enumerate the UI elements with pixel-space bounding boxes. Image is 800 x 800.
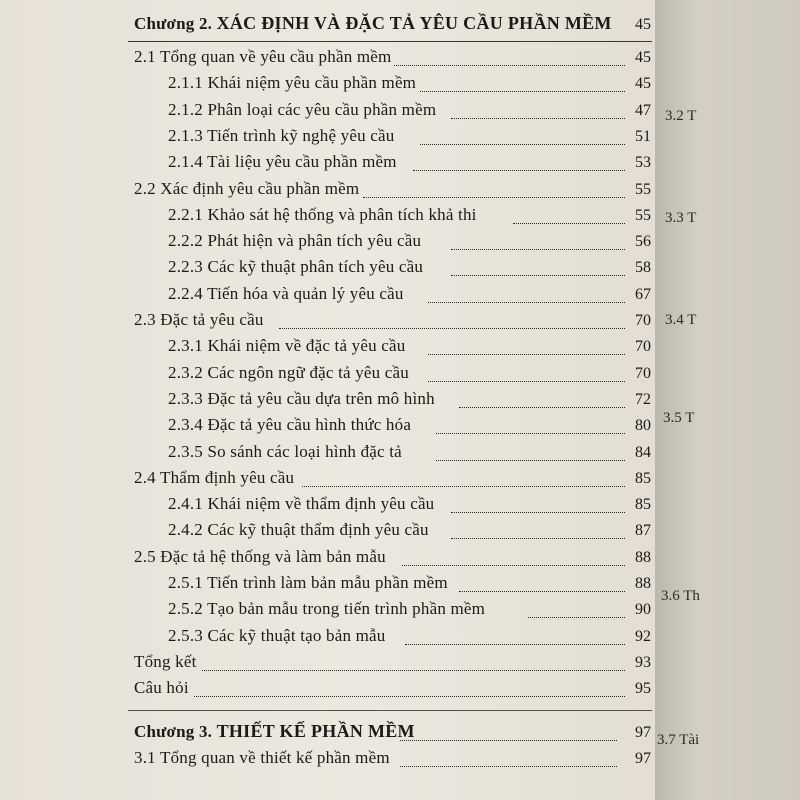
toc-entry-leader <box>420 91 625 92</box>
chapter-3-leader <box>400 740 617 741</box>
toc-entry-text: 2.3 Đặc tả yêu cầu <box>134 310 264 329</box>
toc-entry <box>0 545 655 571</box>
toc-entry <box>0 150 655 176</box>
chapter-3-title <box>134 721 415 742</box>
right-page-label: 3.2 T <box>665 108 697 124</box>
toc-entry-text: Tổng kết <box>134 651 197 671</box>
toc-entry-3-1 <box>0 746 655 772</box>
toc-entry <box>0 177 655 203</box>
toc-entry-text: 2.1 Tổng quan về yêu cầu phần mềm <box>134 47 392 66</box>
toc-entry-text: 2.3.5 So sánh các loại hình đặc tả <box>168 441 402 461</box>
toc-entry-leader <box>428 381 625 382</box>
toc-entry <box>0 124 655 150</box>
toc-entry-leader <box>194 696 625 697</box>
chapter-2-name: XÁC ĐỊNH VÀ ĐẶC TẢ YÊU CẦU PHẦN MỀM <box>216 13 612 33</box>
toc-entry-text: 2.4 Thẩm định yêu cầu <box>134 467 295 487</box>
toc-entry <box>0 597 655 623</box>
toc-entry-text: 2.2.3 Các kỹ thuật phân tích yêu cầu <box>168 257 424 277</box>
toc-entry-text: 2.5.1 Tiến trình làm bản mẫu phần mềm <box>168 573 448 592</box>
toc-entry-text: 2.2.1 Khảo sát hệ thống và phân tích khả thi <box>168 204 477 224</box>
toc-entry-leader <box>451 538 625 539</box>
toc-entry-page: 51 <box>635 127 651 145</box>
toc-entry-leader <box>302 486 625 487</box>
toc-entry <box>0 650 655 676</box>
toc-entry-page: 70 <box>635 364 651 382</box>
toc-entry <box>0 282 655 308</box>
toc-entry <box>0 203 655 229</box>
chapter-2-heading <box>0 12 655 38</box>
toc-entry-text: 2.5.2 Tạo bản mẫu trong tiến trình phần mềm <box>168 599 486 619</box>
toc-entry-leader <box>436 460 625 461</box>
chapter-2-title <box>134 13 612 34</box>
toc-entry-text: 2.1.1 Khái niệm yêu cầu phần mềm <box>168 73 417 93</box>
toc-entry-leader <box>413 170 625 171</box>
toc-entry <box>0 334 655 360</box>
toc-entry-leader <box>428 354 625 355</box>
toc-entry-page: 45 <box>635 49 651 66</box>
toc-entry-page: 93 <box>635 653 651 671</box>
toc-entry-page: 80 <box>635 417 651 435</box>
toc-entry-leader <box>363 197 625 198</box>
toc-entry-leader <box>405 644 625 645</box>
toc-entry-page: 90 <box>635 601 651 619</box>
toc-entry <box>0 492 655 518</box>
toc-entry <box>0 98 655 124</box>
toc-entry-text: 2.4.2 Các kỹ thuật thẩm định yêu cầu <box>168 520 429 540</box>
toc-entry <box>0 518 655 544</box>
toc-entry-3-1-text: 3.1 Tổng quan về thiết kế phần mềm <box>134 748 390 767</box>
toc-entry <box>0 229 655 255</box>
toc-entry-page: 85 <box>635 496 651 514</box>
toc-entry <box>0 308 655 334</box>
toc-entry-page: 87 <box>635 522 651 540</box>
toc-entry-text: 2.1.2 Phân loại các yêu cầu phần mềm <box>168 99 437 119</box>
toc-entry-leader <box>279 328 625 329</box>
chapter-3-page: 97 <box>635 724 651 741</box>
toc-entry-text: 2.2 Xác định yêu cầu phần mềm <box>134 178 360 198</box>
toc-entry-text: 2.3.3 Đặc tả yêu cầu dựa trên mô hình <box>168 388 435 408</box>
toc-entry <box>0 361 655 387</box>
right-page-label: 3.3 T <box>665 210 697 226</box>
right-page-label: 3.4 T <box>665 312 697 328</box>
toc-entry-leader <box>528 617 625 618</box>
toc-entry-text: 2.3.4 Đặc tả yêu cầu hình thức hóa <box>168 415 412 435</box>
toc-entry <box>0 255 655 281</box>
toc-entry-page: 55 <box>635 206 651 224</box>
toc-entry <box>0 45 655 71</box>
toc-entry-leader <box>451 118 625 119</box>
toc-entry-leader <box>436 433 625 434</box>
toc-entry-leader <box>202 670 625 671</box>
toc-entry-page: 45 <box>635 75 651 93</box>
toc-entry-page: 47 <box>635 101 651 119</box>
chapter-3-label: Chương 3. <box>134 722 213 741</box>
toc-entry <box>0 71 655 97</box>
toc-entry-page: 72 <box>635 390 651 408</box>
toc-entry-leader <box>451 249 625 250</box>
toc-entry-text: 2.3.1 Khái niệm về đặc tả yêu cầu <box>168 336 406 356</box>
toc-entry-page: 88 <box>635 575 651 592</box>
toc-entry-text: 2.5.3 Các kỹ thuật tạo bản mẫu <box>168 625 386 645</box>
toc-entry-page: 58 <box>635 259 651 277</box>
toc-entry <box>0 624 655 650</box>
toc-entry <box>0 440 655 466</box>
toc-entry-leader <box>451 275 625 276</box>
toc-entry-text: 2.2.2 Phát hiện và phân tích yêu cầu <box>168 231 422 251</box>
toc-entry-leader <box>513 223 625 224</box>
toc-entry-page: 67 <box>635 285 651 303</box>
toc-entry-page: 53 <box>635 154 651 172</box>
toc-entry-leader <box>451 512 625 513</box>
toc-entry <box>0 413 655 439</box>
toc-entry-text: 2.2.4 Tiến hóa và quản lý yêu cầu <box>168 283 404 303</box>
toc-entry-page: 92 <box>635 627 651 645</box>
toc-entry-leader <box>459 591 625 592</box>
toc-entry <box>0 676 655 702</box>
toc-entry-leader <box>420 144 625 145</box>
chapter-2-underline <box>128 41 652 42</box>
toc-entry-leader <box>394 65 625 66</box>
chapter-3-heading <box>0 720 655 746</box>
toc-entry <box>0 571 655 597</box>
toc-entry-page: 70 <box>635 338 651 356</box>
chapter-3-rule <box>128 710 652 711</box>
toc-entry-leader <box>428 302 625 303</box>
toc-entry <box>0 466 655 492</box>
toc-entry-page: 85 <box>635 469 651 487</box>
chapter-3-name: THIẾT KẾ PHẦN MỀM <box>216 721 415 741</box>
toc-entry-page: 70 <box>635 312 651 329</box>
book-page-right <box>655 0 800 800</box>
right-page-label: 3.7 Tài <box>657 732 700 748</box>
toc-entry-page: 55 <box>635 180 651 198</box>
right-page-label: 3.5 T <box>663 410 695 426</box>
toc-entry-text: Câu hỏi <box>134 678 189 698</box>
toc-entry-leader <box>459 407 625 408</box>
toc-entry-text: 2.1.3 Tiến trình kỹ nghệ yêu cầu <box>168 125 395 145</box>
right-page-label: 3.6 Th <box>661 588 700 604</box>
toc-entry-page: 88 <box>635 548 651 566</box>
toc-entry-text: 2.5 Đặc tả hệ thống và làm bản mẫu <box>134 546 386 566</box>
toc-entry-text: 2.3.2 Các ngôn ngữ đặc tả yêu cầu <box>168 362 409 382</box>
toc-entry-3-1-page: 97 <box>635 750 651 767</box>
toc-entry-page: 56 <box>635 233 651 251</box>
chapter-2-label: Chương 2. <box>134 14 213 33</box>
toc-entry-page: 95 <box>635 680 651 698</box>
toc-entry-leader <box>402 565 625 566</box>
toc-entry-text: 2.4.1 Khái niệm về thẩm định yêu cầu <box>168 494 435 514</box>
toc-entry-page: 84 <box>635 443 651 461</box>
chapter-2-page: 45 <box>635 16 651 33</box>
toc-entry-text: 2.1.4 Tài liệu yêu cầu phần mềm <box>168 152 397 172</box>
toc-entry-3-1-leader <box>400 766 617 767</box>
toc-entry <box>0 387 655 413</box>
